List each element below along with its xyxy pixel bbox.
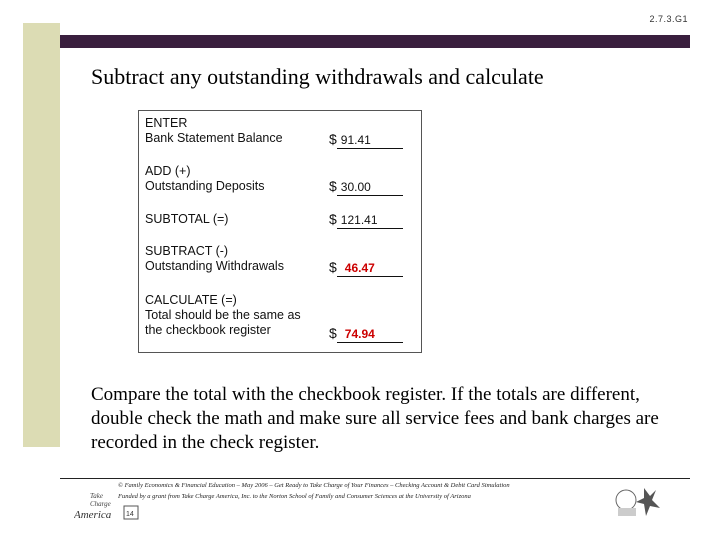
reconciliation-table	[138, 110, 422, 353]
row-label-line2: Outstanding Deposits	[145, 179, 265, 193]
calculate-value: 74.94	[337, 328, 403, 343]
row-deposits-label	[145, 164, 265, 194]
slide-heading: Subtract any outstanding withdrawals and calculate	[91, 64, 544, 89]
footer-copyright: © Family Economics & Financial Education – May 2006 – Get Ready to Take Charge of Your Finances – Checking Account & Debit Card Simulation	[118, 482, 510, 489]
instruction-text: Compare the total with the checkbook register. If the totals are different, double check the math and make sure all service fees and bank charges are recorded in the check register.	[91, 384, 659, 453]
withdrawals-value: 46.47	[337, 262, 403, 277]
row-calculate-value	[329, 325, 403, 343]
side-accent-bar	[23, 23, 60, 447]
subtotal-value: 121.41	[337, 214, 403, 229]
row-withdrawals-label	[145, 244, 284, 274]
dollar-sign: $	[329, 325, 337, 341]
top-accent-bar	[60, 35, 690, 48]
bank-balance-value: 91.41	[337, 134, 403, 149]
row-subtotal-label	[145, 212, 228, 227]
svg-text:14: 14	[126, 511, 134, 518]
row-deposits-value	[329, 178, 403, 196]
dollar-sign: $	[329, 178, 337, 194]
row-bank-balance-value	[329, 131, 403, 149]
university-logo-icon	[604, 482, 664, 522]
logo-text-line1: Take	[90, 492, 103, 500]
deposits-value: 30.00	[337, 181, 403, 196]
row-label-line2: Outstanding Withdrawals	[145, 259, 284, 273]
row-label-line1: SUBTRACT (-)	[145, 244, 229, 258]
slide-number: 2.7.3.G1	[649, 14, 688, 24]
row-bank-balance-label	[145, 116, 283, 146]
footer-divider	[60, 478, 690, 479]
row-label-line1: ADD (+)	[145, 164, 191, 178]
row-withdrawals-value	[329, 259, 403, 277]
row-label-line2: Bank Statement Balance	[145, 131, 283, 145]
row-label-line3: the checkbook register	[145, 323, 271, 337]
dollar-sign: $	[329, 211, 337, 227]
take-charge-america-logo	[74, 488, 146, 522]
row-calculate-label	[145, 293, 301, 338]
row-label-line1: SUBTOTAL (=)	[145, 212, 229, 226]
dollar-sign: $	[329, 259, 337, 275]
row-label-line1: ENTER	[145, 116, 188, 130]
footer-funding: Funded by a grant from Take Charge America, Inc. to the Norton School of Family and Consumer Sciences at the University of Arizona	[118, 493, 471, 500]
logo-text-line3: America	[74, 509, 112, 521]
dollar-sign: $	[329, 131, 337, 147]
row-label-line2: Total should be the same as	[145, 308, 301, 322]
row-subtotal-value	[329, 211, 403, 229]
row-label-line1: CALCULATE (=)	[145, 293, 237, 307]
logo-text-line2: Charge	[90, 500, 111, 508]
